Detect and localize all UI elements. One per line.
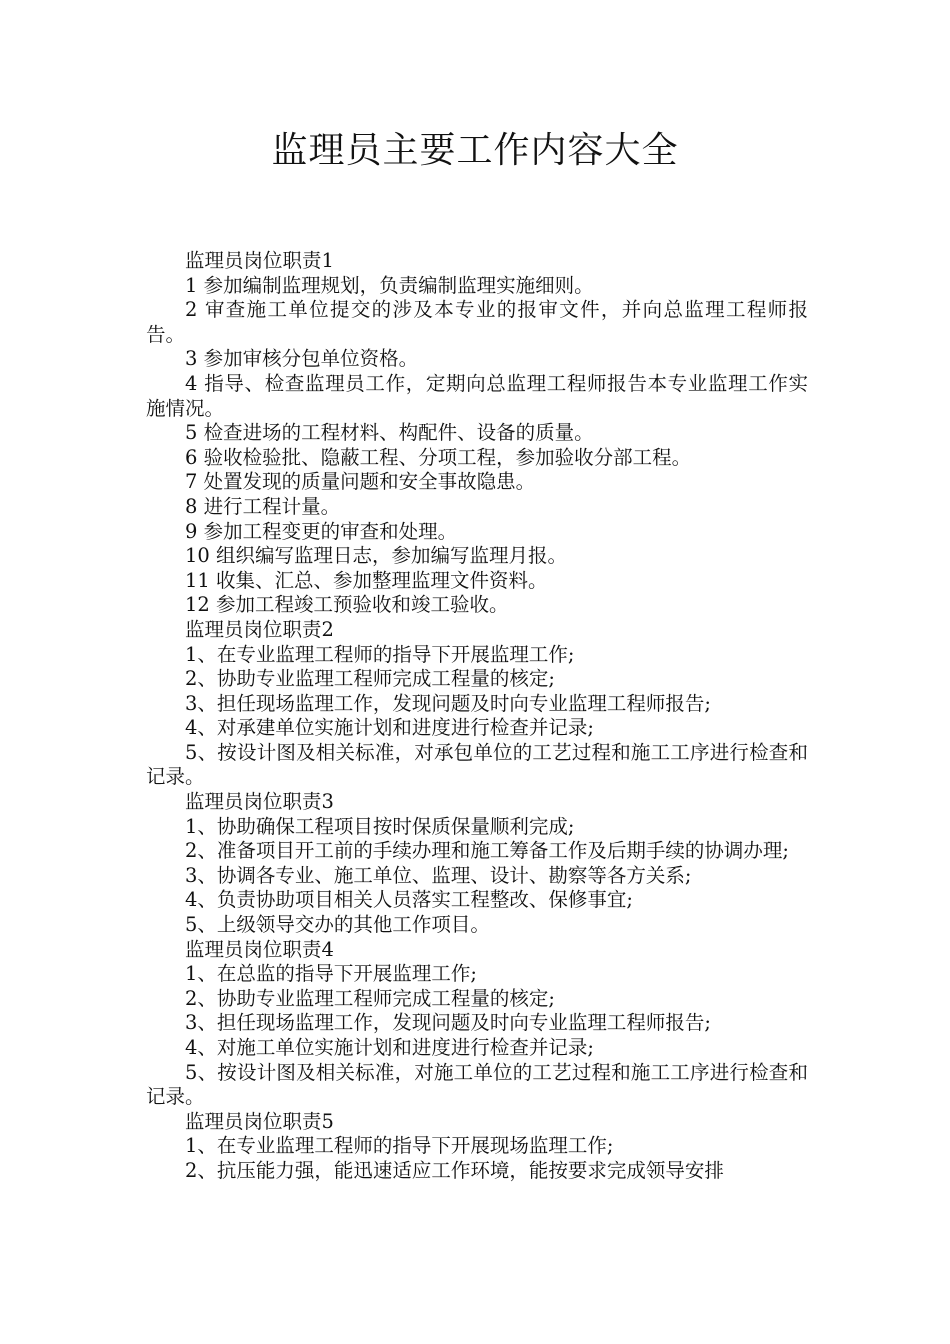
paragraph: 5、按设计图及相关标准，对施工单位的工艺过程和施工工序进行检查和记录。 bbox=[146, 1060, 808, 1109]
paragraph: 监理员岗位职责4 bbox=[185, 937, 334, 961]
document-title: 监理员主要工作内容大全 bbox=[271, 130, 679, 171]
paragraph: 2、准备项目开工前的手续办理和施工筹备工作及后期手续的协调办理; bbox=[185, 839, 789, 863]
paragraph: 4、负责协助项目相关人员落实工程整改、保修事宜; bbox=[185, 888, 633, 912]
paragraph: 2、协助专业监理工程师完成工程量的核定; bbox=[185, 667, 555, 691]
paragraph: 监理员岗位职责5 bbox=[185, 1109, 334, 1133]
paragraph: 4、对施工单位实施计划和进度进行检查并记录; bbox=[185, 1036, 594, 1059]
paragraph: 12 参加工程竣工预验收和竣工验收。 bbox=[185, 593, 509, 617]
paragraph: 5、按设计图及相关标准，对承包单位的工艺过程和施工工序进行检查和记录。 bbox=[146, 740, 808, 789]
paragraph: 2、协助专业监理工程师完成工程量的核定; bbox=[185, 986, 555, 1010]
paragraph: 4 指导、检查监理员工作，定期向总监理工程师报告本专业监理工作实施情况。 bbox=[146, 371, 808, 420]
paragraph: 9 参加工程变更的审查和处理。 bbox=[185, 519, 458, 543]
paragraph: 1、在专业监理工程师的指导下开展监理工作; bbox=[185, 642, 575, 666]
paragraph: 6 验收检验批、隐蔽工程、分项工程，参加验收分部工程。 bbox=[185, 445, 692, 469]
paragraph: 1、在总监的指导下开展监理工作; bbox=[185, 962, 477, 986]
paragraph: 3 参加审核分包单位资格。 bbox=[185, 347, 419, 371]
paragraph: 4、对承建单位实施计划和进度进行检查并记录; bbox=[185, 716, 594, 740]
paragraph: 1、协助确保工程项目按时保质保量顺利完成; bbox=[185, 814, 575, 838]
paragraph: 1、在专业监理工程师的指导下开展现场监理工作; bbox=[185, 1134, 614, 1158]
paragraph: 3、协调各专业、施工单位、监理、设计、勘察等各方关系; bbox=[185, 863, 692, 887]
paragraph: 10 组织编写监理日志，参加编写监理月报。 bbox=[185, 544, 568, 568]
paragraph: 11 收集、汇总、参加整理监理文件资料。 bbox=[185, 568, 548, 592]
paragraph: 7 处置发现的质量问题和安全事故隐患。 bbox=[185, 470, 536, 494]
paragraph: 5 检查进场的工程材料、构配件、设备的质量。 bbox=[185, 421, 594, 445]
paragraph: 5、上级领导交办的其他工作项目。 bbox=[185, 913, 490, 937]
document-body bbox=[146, 249, 808, 1184]
paragraph: 监理员岗位职责1 bbox=[185, 249, 334, 272]
paragraph: 监理员岗位职责3 bbox=[185, 790, 334, 814]
paragraph: 1 参加编制监理规划，负责编制监理实施细则。 bbox=[185, 273, 594, 297]
paragraph: 3、担任现场监理工作，发现问题及时向专业监理工程师报告; bbox=[185, 1011, 711, 1035]
paragraph: 监理员岗位职责2 bbox=[185, 617, 334, 641]
paragraph: 3、担任现场监理工作，发现问题及时向专业监理工程师报告; bbox=[185, 691, 711, 715]
paragraph: 2、抗压能力强，能迅速适应工作环境，能按要求完成领导安排 bbox=[185, 1158, 724, 1182]
paragraph: 8 进行工程计量。 bbox=[185, 494, 341, 518]
paragraph: 2 审查施工单位提交的涉及本专业的报审文件，并向总监理工程师报告。 bbox=[146, 298, 808, 346]
